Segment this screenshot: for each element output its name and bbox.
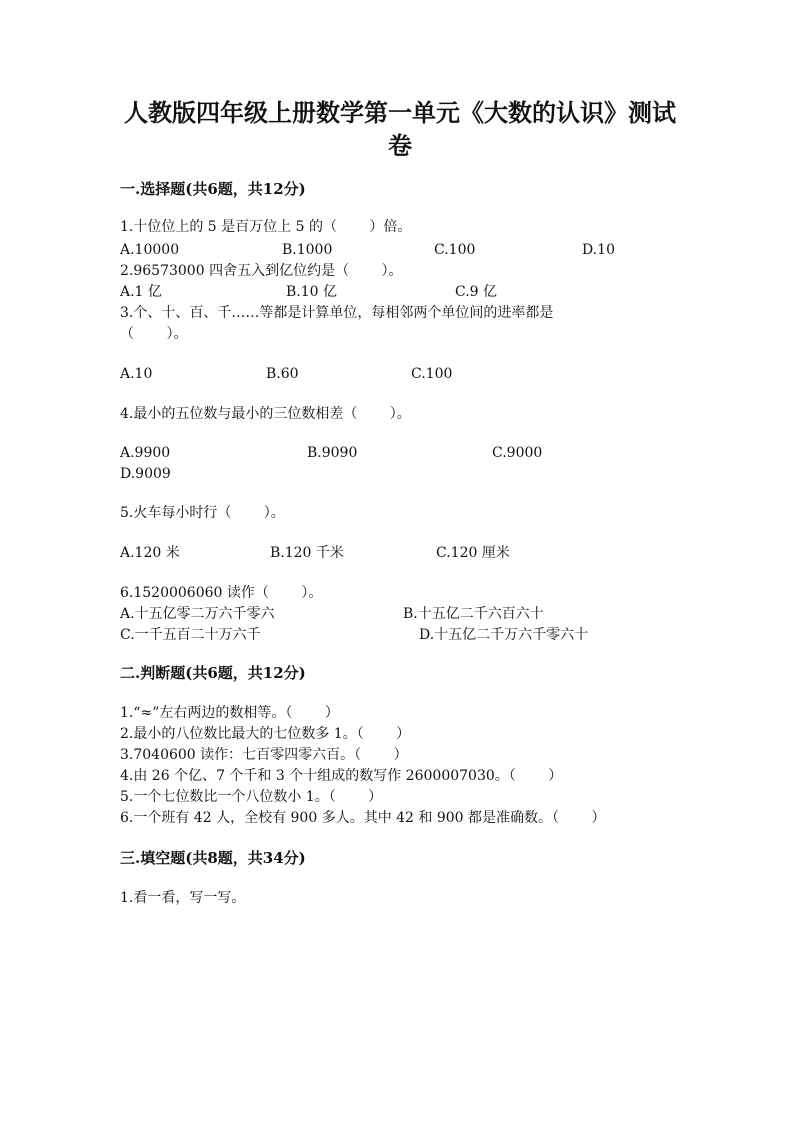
q3-option-b: B.60 <box>266 366 299 382</box>
q6-option-a: A.十五亿零二万六千零六 <box>120 606 275 622</box>
section-heading-choice: 一.选择题(共6题，共12分) <box>120 180 306 198</box>
q3-option-c: C.100 <box>411 366 453 382</box>
judge-item-2: 2.最小的八位数比最大的七位数多 1。（ ） <box>120 726 411 742</box>
q5-option-a: A.120 米 <box>120 545 180 561</box>
q6-option-c: C.一千五百二十万六千 <box>120 627 261 643</box>
judge-item-1: 1.“≈”左右两边的数相等。（ ） <box>120 705 339 721</box>
q1-option-b: B.1000 <box>282 242 333 258</box>
q4-option-b: B.9090 <box>307 445 358 461</box>
question-5-stem: 5.火车每小时行（ ）。 <box>120 505 285 521</box>
judge-item-5: 5.一个七位数比一个八位数小 1。（ ） <box>120 789 383 805</box>
judge-item-6: 6.一个班有 42 人，全校有 900 多人。其中 42 和 900 都是准确数。（ ） <box>120 810 606 826</box>
section-heading-fill: 三.填空题(共8题，共34分) <box>120 849 306 867</box>
q1-option-c: C.100 <box>434 242 476 258</box>
question-6-stem: 6.1520006060 读作（ ）。 <box>120 585 323 601</box>
question-3-stem-line1: 3.个、十、百、千……等都是计算单位，每相邻两个单位间的进率都是 <box>120 305 554 321</box>
q2-option-b: B.10 亿 <box>286 284 338 300</box>
q5-option-c: C.120 厘米 <box>436 545 510 561</box>
page-title: 人教版四年级上册数学第一单元《大数的认识》测试卷 <box>124 98 676 160</box>
judge-item-3: 3.7040600 读作：七百零四零六百。（ ） <box>120 747 408 763</box>
q4-option-d: D.9009 <box>120 466 171 482</box>
fill-question-1: 1.看一看，写一写。 <box>120 890 246 906</box>
question-4-stem: 4.最小的五位数与最小的三位数相差（ ）。 <box>120 406 411 422</box>
section-heading-judge: 二.判断题(共6题，共12分) <box>120 664 306 682</box>
question-3-stem-line2: （ ）。 <box>120 326 188 342</box>
q2-option-c: C.9 亿 <box>455 284 498 300</box>
q4-option-c: C.9000 <box>492 445 543 461</box>
q6-option-d: D.十五亿二千万六千零六十 <box>419 627 589 643</box>
question-2-stem: 2.96573000 四舍五入到亿位约是（ ）。 <box>120 263 403 279</box>
q3-option-a: A.10 <box>120 366 153 382</box>
q1-option-d: D.10 <box>582 242 615 258</box>
q6-option-b: B.十五亿二千六百六十 <box>403 606 544 622</box>
judge-item-4: 4.由 26 个亿、7 个千和 3 个十组成的数写作 2600007030。（ ） <box>120 768 563 784</box>
q4-option-a: A.9900 <box>120 445 171 461</box>
q1-option-a: A.10000 <box>120 242 180 258</box>
question-1-stem: 1.十位位上的 5 是百万位上 5 的（ ）倍。 <box>120 219 412 235</box>
q2-option-a: A.1 亿 <box>120 284 162 300</box>
q5-option-b: B.120 千米 <box>270 545 344 561</box>
